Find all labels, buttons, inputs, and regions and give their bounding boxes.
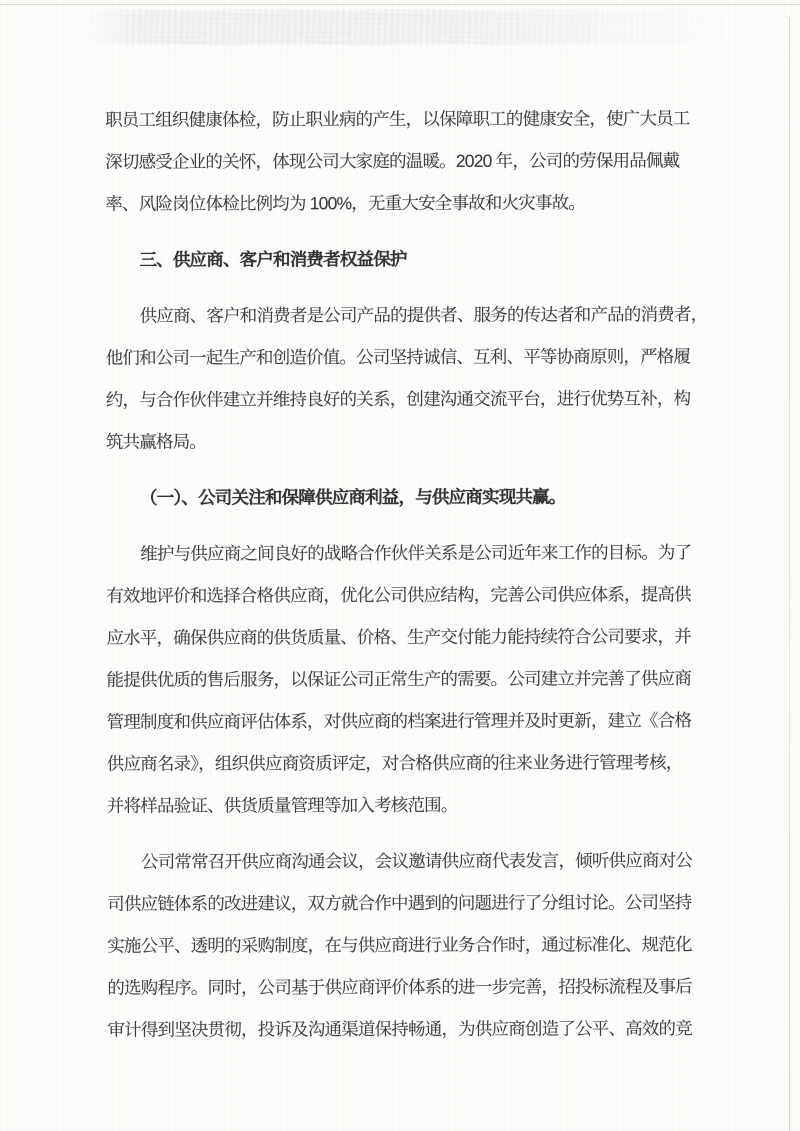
text-line: 司供应链体系的改进建议，双方就合作中遇到的问题进行了分组讨论。公司坚持 [107, 892, 692, 914]
subsection-heading-text: （一）、公司关注和保障供应商利益，与供应商实现共赢。 [140, 486, 566, 508]
scan-edge-line [0, 4, 800, 5]
text-line: 应水平，确保供应商的供货质量、价格、生产交付能力能持续符合公司要求，并 [106, 626, 691, 648]
text-line: 率、风险岗位体检比例均为 100%，无重大安全事故和火灾事故。 [105, 192, 586, 214]
text-line: 有效地评价和选择合格供应商，优化公司供应结构，完善公司供应体系，提高供 [106, 584, 691, 606]
text-line: 筑共赢格局。 [105, 431, 207, 452]
subsection-heading-supplier-win-win [106, 475, 716, 519]
text-line: 的选购程序。同时，公司基于供应商评价体系的进一步完善，招投标流程及事后 [107, 976, 692, 998]
text-line: 约，与合作伙伴建立并维持良好的关系，创建沟通交流平台，进行优势互补，构 [105, 388, 691, 410]
text-line: 供应商、客户和消费者是公司产品的提供者、服务的传达者和产品的消费者， [139, 304, 708, 326]
text-line: 供应商名录》，组织供应商资质评定，对合格供应商的往来业务进行管理考核， [106, 752, 683, 774]
text-line: 职员工组织健康体检，防止职业病的产生，以保障职工的健康安全，使广大员工 [105, 108, 690, 130]
paragraph-employee-health [105, 97, 715, 225]
section-heading-supplier-customer-rights [105, 237, 715, 281]
text-line: 他们和公司一起生产和创造价值。公司坚持诚信、互利、平等协商原则，严格履 [105, 346, 691, 368]
text-line: 深切感受企业的关怀，体现公司大家庭的温暖。2020 年，公司的劳保用品佩戴 [105, 150, 680, 172]
scan-noise-artifact-tail [120, 14, 600, 60]
text-line: 管理制度和供应商评估体系，对供应商的档案进行管理并及时更新，建立《合格 [106, 710, 692, 732]
text-line: 实施公平、透明的采购制度，在与供应商进行业务合作时，通过标准化、规范化 [107, 934, 692, 956]
paragraph-supplier-evaluation [106, 531, 717, 827]
text-line: 维护与供应商之间良好的战略合作伙伴关系是公司近年来工作的目标。为了 [140, 542, 692, 564]
section-heading-text: 三、供应商、客户和消费者权益保护 [139, 249, 407, 270]
scan-fold-line [789, 18, 790, 1131]
text-line: 并将样品验证、供货质量管理等加入考核范围。 [106, 794, 458, 816]
paragraph-supplier-communication [107, 839, 718, 1051]
paragraph-supplier-customer-intro [106, 293, 716, 463]
text-line: 公司常常召开供应商沟通会议，会议邀请供应商代表发言，倾听供应商对公 [140, 850, 693, 872]
text-line: 能提供优质的售后服务，以保证公司正常生产的需要。公司建立并完善了供应商 [106, 668, 692, 690]
page-text-content [105, 97, 718, 1065]
text-line: 审计得到坚决贯彻，投诉及沟通渠道保持畅通，为供应商创造了公平、高效的竞 [107, 1018, 692, 1040]
